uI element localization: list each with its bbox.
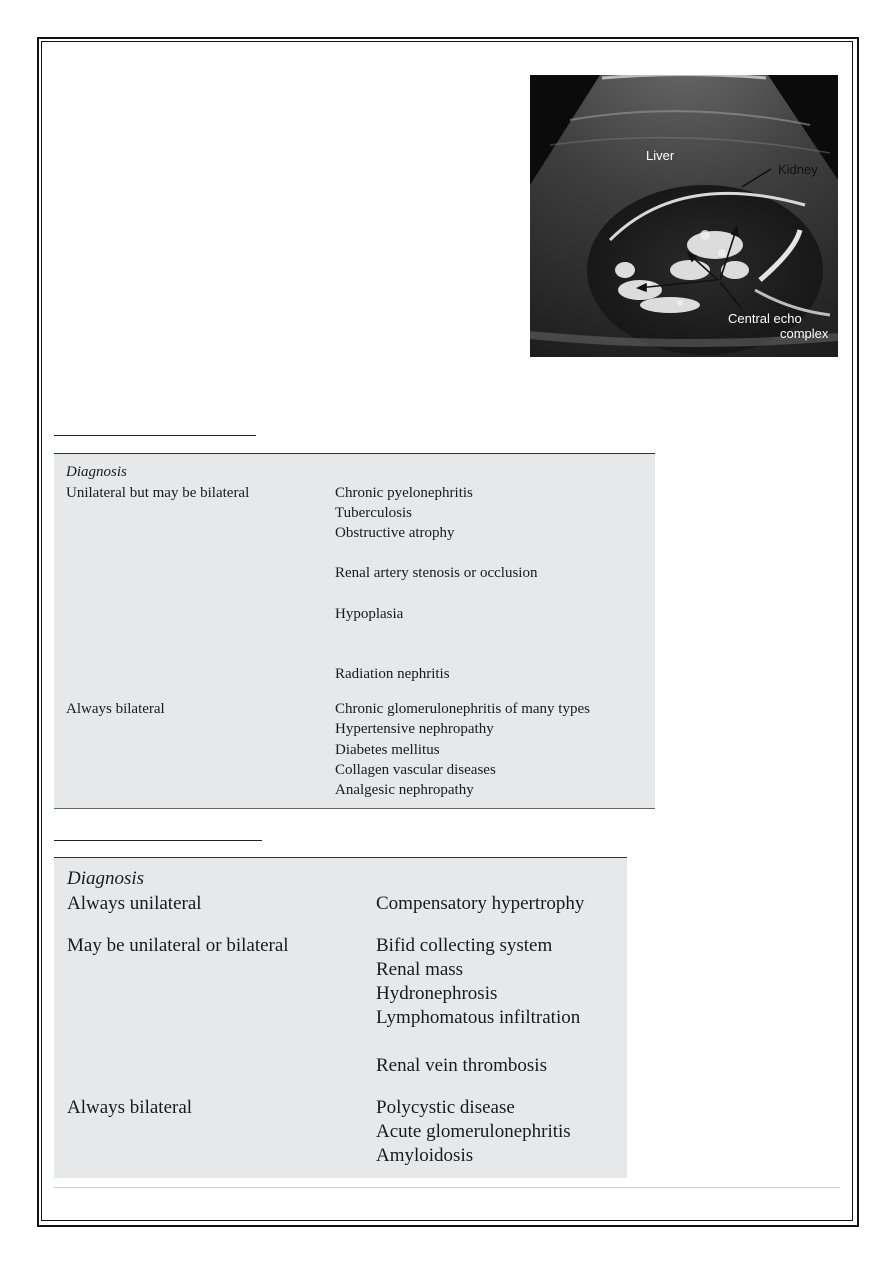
table1-item: Analgesic nephropathy	[335, 782, 474, 798]
table2-header-diagnosis: Diagnosis	[67, 868, 145, 889]
table2-group3-label: Always bilateral	[67, 1097, 193, 1118]
liver-label: Liver	[646, 148, 675, 163]
table1-group2-label: Always bilateral	[66, 701, 165, 717]
table1-header-diagnosis: Diagnosis	[66, 464, 127, 480]
table1-group1-label: Unilateral but may be bilateral	[66, 485, 250, 501]
table2-title-underline	[54, 840, 262, 841]
table1-item: Diabetes mellitus	[335, 742, 440, 758]
table1-item: Tuberculosis	[335, 505, 412, 521]
table1-item: Renal artery stenosis or occlusion	[335, 565, 538, 581]
small-kidney-table	[54, 453, 655, 809]
table2-group1-label: Always unilateral	[67, 893, 202, 914]
table1-item: Hypoplasia	[335, 606, 404, 622]
table2-item: Hydronephrosis	[376, 983, 498, 1004]
large-kidney-table	[54, 857, 627, 1178]
central-echo-label-line2: complex	[780, 326, 829, 341]
footer-divider	[54, 1187, 840, 1188]
table2-item: Renal mass	[376, 959, 464, 980]
table2-item: Lymphomatous infiltration	[376, 1007, 581, 1028]
table1-item: Obstructive atrophy	[335, 525, 455, 541]
table2-item: Acute glomerulonephritis	[376, 1121, 571, 1142]
table1-item: Collagen vascular diseases	[335, 762, 496, 778]
table1-item: Chronic pyelonephritis	[335, 485, 473, 501]
table2-item: Bifid collecting system	[376, 935, 553, 956]
table2-item: Renal vein thrombosis	[376, 1055, 547, 1076]
table2-item: Amyloidosis	[376, 1145, 474, 1166]
table1-item: Radiation nephritis	[335, 666, 450, 682]
table2-item: Polycystic disease	[376, 1097, 515, 1118]
table1-item: Hypertensive nephropathy	[335, 721, 494, 737]
table2-item: Compensatory hypertrophy	[376, 893, 585, 914]
table1-title-underline	[54, 435, 256, 436]
kidney-label: Kidney	[778, 162, 818, 177]
table2-group2-label: May be unilateral or bilateral	[67, 935, 289, 956]
central-echo-label-line1: Central echo	[728, 311, 802, 326]
kidney-ultrasound-image	[530, 75, 838, 357]
table1-item: Chronic glomerulonephritis of many types	[335, 701, 590, 717]
